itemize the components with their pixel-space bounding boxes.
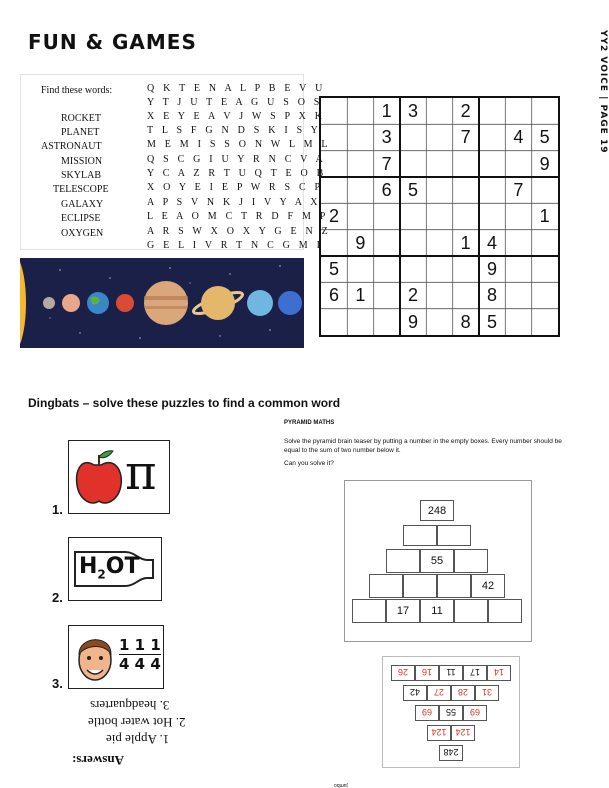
dingbat-h2ot bbox=[68, 537, 162, 601]
sudoku-cell: 9 bbox=[407, 311, 418, 332]
answer-item: 3. headquarters bbox=[90, 698, 170, 713]
sudoku-cell: 7 bbox=[381, 153, 392, 174]
pyramid-box bbox=[454, 549, 488, 573]
planets-illustration bbox=[20, 258, 304, 348]
page-title: FUN & GAMES bbox=[28, 30, 197, 54]
sudoku-cell: 7 bbox=[460, 127, 471, 148]
saturn-shape bbox=[201, 286, 235, 320]
sudoku-cell: 7 bbox=[513, 180, 524, 200]
pyramid-box bbox=[386, 549, 420, 573]
sudoku-cell: 9 bbox=[355, 232, 366, 253]
footer-mark: jumbo bbox=[334, 782, 348, 788]
pyramid-box bbox=[403, 525, 437, 546]
subscript-two: 2 bbox=[97, 567, 106, 582]
dingbat-number: 1. bbox=[52, 502, 63, 517]
fraction-numerators: 1 1 1 bbox=[119, 636, 161, 654]
sudoku-grid bbox=[319, 96, 560, 337]
answer-box: 16 bbox=[415, 665, 439, 681]
word-item: SKYLAB bbox=[61, 170, 102, 181]
answer-box: 55 bbox=[439, 705, 463, 721]
sudoku-cell: 1 bbox=[539, 206, 550, 227]
sudoku-cell: 2 bbox=[407, 285, 418, 306]
pyramid-title: PYRAMID MATHS bbox=[284, 420, 335, 426]
answer-box: 69 bbox=[415, 705, 439, 721]
grid-row: Y C A Z R T U Q T E O B bbox=[147, 168, 327, 179]
word-item: OXYGEN bbox=[61, 228, 104, 239]
dingbat-head-quarters bbox=[68, 625, 164, 689]
pyramid-top-box: 248 bbox=[420, 500, 454, 521]
word-item: ROCKET bbox=[61, 113, 101, 124]
pyramid-box-55: 55 bbox=[420, 549, 454, 573]
answer-box: 124 bbox=[427, 725, 451, 741]
answer-box: 17 bbox=[463, 665, 487, 681]
sudoku-cell: 2 bbox=[328, 206, 339, 227]
word-item: ECLIPSE bbox=[61, 213, 101, 224]
page-side-label: YY2 VOICE | PAGE 19 bbox=[598, 30, 608, 154]
ot-letters: OT bbox=[105, 554, 140, 579]
pyramid-box bbox=[437, 525, 471, 546]
mars-shape bbox=[116, 294, 134, 312]
answer-box: 14 bbox=[487, 665, 511, 681]
jupiter-shape bbox=[144, 281, 188, 325]
pi-symbol: π bbox=[125, 445, 157, 501]
sudoku-cell: 5 bbox=[539, 127, 550, 148]
word-item: GALAXY bbox=[61, 199, 104, 210]
pyramid-box bbox=[437, 574, 471, 598]
answer-box: 69 bbox=[463, 705, 487, 721]
grid-row: A R S W X O X Y G E N Z bbox=[147, 226, 331, 237]
sudoku-cell: 8 bbox=[486, 285, 497, 306]
pyramid-box-17: 17 bbox=[386, 599, 420, 623]
grid-row: A P S V N K J I V Y A X bbox=[147, 197, 321, 208]
answers-label: Answers: bbox=[72, 753, 124, 768]
grid-row: T L S F G N D S K I S Y bbox=[147, 125, 322, 136]
pyramid-box-42: 42 bbox=[471, 574, 505, 598]
pyramid-box bbox=[369, 574, 403, 598]
answer-box: 28 bbox=[451, 685, 475, 701]
answer-box: 26 bbox=[391, 665, 415, 681]
answer-box: 27 bbox=[427, 685, 451, 701]
dingbat-number: 2. bbox=[52, 590, 63, 605]
pyramid-box bbox=[488, 599, 522, 623]
grid-row: X O Y E I E P W R S C P bbox=[147, 182, 324, 193]
sudoku-cell: 6 bbox=[328, 285, 339, 306]
grid-row: L E A O M C T R D F M P bbox=[147, 211, 329, 222]
answer-box: 248 bbox=[439, 745, 463, 761]
dingbat-number: 3. bbox=[52, 676, 63, 691]
pyramid-question: Can you solve it? bbox=[284, 460, 334, 467]
grid-row: G E L I V R T N C G M I bbox=[147, 240, 324, 251]
sudoku-cell: 1 bbox=[460, 232, 471, 253]
grid-row: Y T J U T E A G U S O S bbox=[147, 97, 323, 108]
sudoku-cell: 5 bbox=[486, 311, 497, 332]
fraction-denominators: 4 4 4 bbox=[119, 655, 161, 673]
sudoku-cell: 4 bbox=[513, 127, 524, 148]
pyramid-box bbox=[454, 599, 488, 623]
grid-row: M E M I S S O N W L M L bbox=[147, 139, 331, 150]
pyramid-instructions: Solve the pyramid brain teaser by putting a number in the empty boxes. Every number should be equal to the sum of two number below it. bbox=[284, 438, 562, 454]
face-icon bbox=[69, 626, 119, 688]
dingbat-apple-pi bbox=[68, 440, 170, 514]
answer-item: 2. Hot water bottle bbox=[88, 715, 186, 730]
answer-box: 124 bbox=[451, 725, 475, 741]
word-item: PLANET bbox=[61, 127, 100, 138]
sudoku-cell: 1 bbox=[355, 285, 366, 306]
grid-row: Q K T E N A L P B E V U bbox=[147, 83, 326, 94]
answer-box: 31 bbox=[475, 685, 499, 701]
word-item: TELESCOPE bbox=[53, 184, 109, 195]
sudoku-cell: 5 bbox=[328, 259, 339, 279]
sudoku-cell: 4 bbox=[486, 232, 497, 253]
h2ot-text bbox=[79, 554, 140, 581]
pyramid-box bbox=[352, 599, 386, 623]
h-letter: H bbox=[79, 554, 98, 579]
answer-box: 42 bbox=[403, 685, 427, 701]
sudoku-cell: 1 bbox=[381, 101, 392, 121]
mercury-shape bbox=[43, 297, 55, 309]
uranus-shape bbox=[247, 290, 273, 316]
sudoku-cell: 9 bbox=[486, 259, 497, 279]
venus-shape bbox=[62, 294, 80, 312]
sudoku-cell: 5 bbox=[407, 180, 418, 200]
pyramid-box-11: 11 bbox=[420, 599, 454, 623]
sudoku-cell: 3 bbox=[381, 127, 392, 148]
sudoku-cell: 3 bbox=[407, 101, 418, 121]
answer-box: 11 bbox=[439, 665, 463, 681]
word-search-label: Find these words: bbox=[41, 85, 113, 96]
word-item: MISSION bbox=[61, 156, 103, 167]
pyramid-puzzle bbox=[344, 480, 532, 642]
neptune-shape bbox=[278, 291, 302, 315]
sudoku-cell: 6 bbox=[381, 180, 392, 200]
pyramid-answer bbox=[382, 656, 520, 768]
dingbats-title: Dingbats – solve these puzzles to find a common word bbox=[28, 396, 341, 410]
sudoku-cell: 2 bbox=[460, 101, 471, 121]
sudoku-cell: 9 bbox=[539, 153, 550, 174]
sudoku-cell: 8 bbox=[460, 311, 471, 332]
word-item: ASTRONAUT bbox=[41, 141, 102, 152]
pyramid-box bbox=[403, 574, 437, 598]
grid-row: Q S C G I U Y R N C V A bbox=[147, 154, 326, 165]
answer-item: 1. Apple pie bbox=[106, 732, 170, 747]
word-search bbox=[20, 74, 331, 251]
grid-row: X E Y E A V J W S P X K bbox=[147, 111, 326, 122]
